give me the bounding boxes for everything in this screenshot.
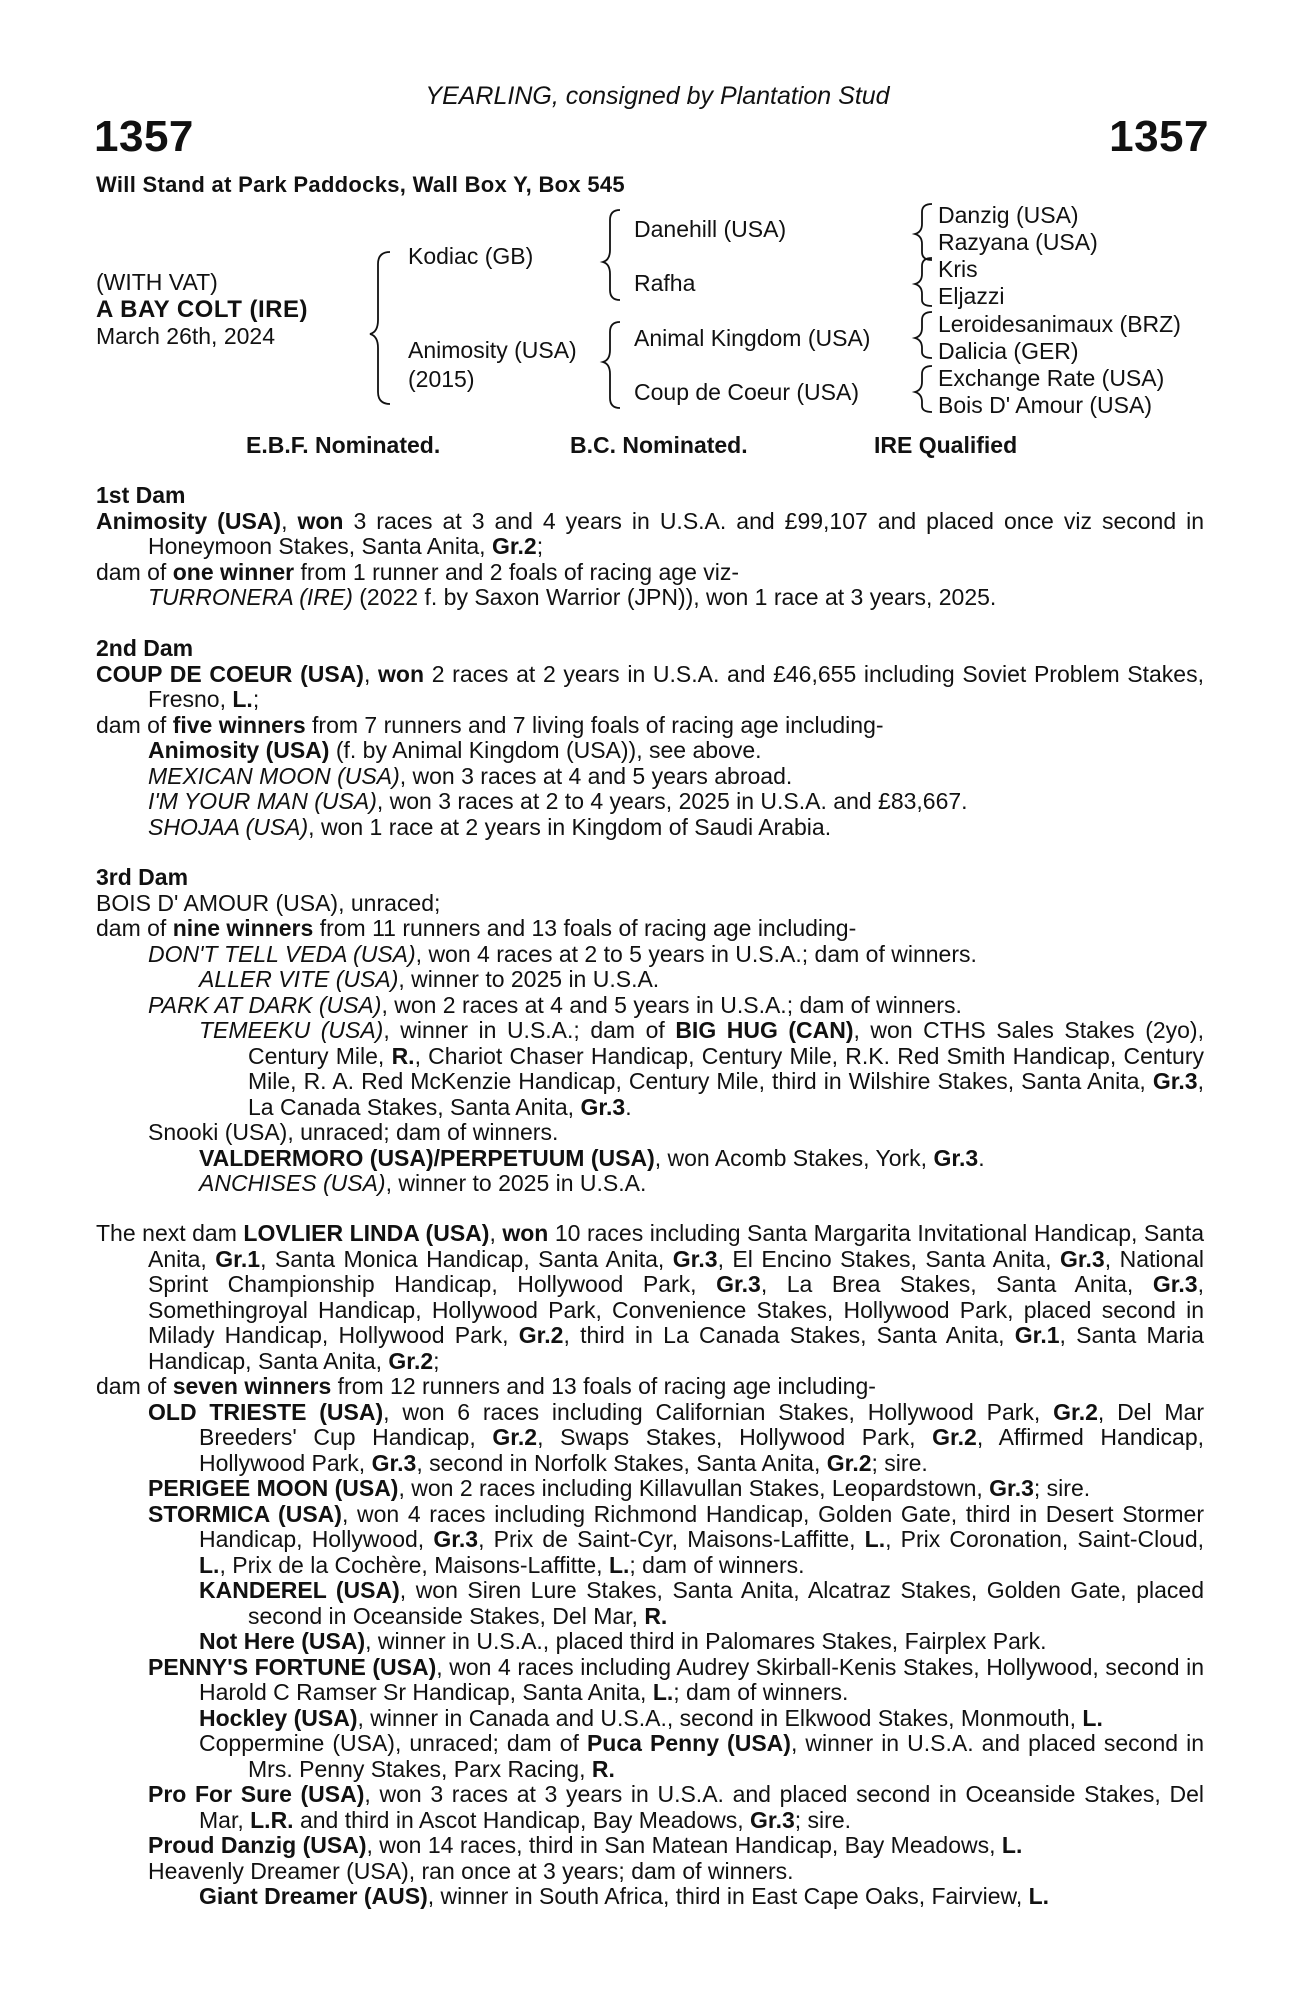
progeny-entry xyxy=(96,1146,1204,1172)
second-dam-record: COUP DE COEUR (USA), won 2 races at 2 years in U.S.A. and £46,655 including Soviet Problem Stakes, Fresno, L.; xyxy=(96,660,1204,712)
text-run: L. xyxy=(652,1679,674,1705)
punctuation: ; xyxy=(536,533,544,559)
text-run: , Santa Monica Handicap, Santa Anita, xyxy=(260,1245,673,1272)
text-run: , won 14 races, third in San Matean Handicap, Bay Meadows, xyxy=(366,1832,1002,1858)
animal-kingdom-brace xyxy=(915,312,932,358)
progeny-name: PARK AT DARK (USA) xyxy=(148,991,382,1018)
text: , La Canada Stakes, Santa Anita, xyxy=(248,1068,1204,1120)
text-run: , winner in South Africa, third in East Cape Oaks, Fairview, xyxy=(427,1883,1029,1909)
second-dam-produce xyxy=(96,713,1204,739)
race-record: 3 races at 3 and 4 years in U.S.A. and £99,107 and placed once viz second in Honeymoon Stakes, Santa Anita, xyxy=(148,507,1205,559)
text-run: L. xyxy=(864,1526,886,1552)
progeny-entry xyxy=(96,993,1204,1019)
text-run: , second in Norfolk Stakes, Santa Anita, xyxy=(416,1449,827,1476)
text-run: Hockley (USA) xyxy=(199,1704,358,1731)
progeny-name: Animosity (USA) xyxy=(148,737,330,763)
third-dam-heading: 3rd Dam xyxy=(96,864,189,890)
text: dam of xyxy=(96,711,173,738)
first-dam-produce xyxy=(96,560,1204,586)
text: , won Acomb Stakes, York, xyxy=(654,1144,934,1171)
progeny-entry xyxy=(96,942,1204,968)
text-run: , xyxy=(489,1220,503,1246)
text-run: Gr.3 xyxy=(371,1449,417,1476)
text-run: R. xyxy=(591,1755,615,1782)
progeny-entry xyxy=(96,1655,1204,1706)
grade: R. xyxy=(391,1042,415,1069)
second-dam-section xyxy=(96,636,1204,840)
progeny-entry xyxy=(96,967,1204,993)
text-run: The next dam xyxy=(96,1220,244,1246)
text-run: STORMICA (USA) xyxy=(148,1500,342,1527)
text-run: , Swaps Stakes, Hollywood Park, xyxy=(537,1424,933,1450)
text-run: L. xyxy=(608,1551,630,1578)
text-run: PERIGEE MOON (USA) xyxy=(148,1475,399,1501)
text-run: ; sire. xyxy=(1033,1475,1091,1501)
foaling-date: March 26th, 2024 xyxy=(96,323,276,349)
progeny-entry xyxy=(96,1731,1204,1782)
progeny-record: (2022 f. by Saxon Warrior (JPN)), won 1 race at 3 years, 2025. xyxy=(352,584,997,610)
text-run: Gr.2 xyxy=(1053,1398,1098,1425)
text-run: Gr.2 xyxy=(518,1322,564,1348)
progeny-record: , won 2 races at 4 and 5 years in U.S.A.; dam of winners. xyxy=(381,991,962,1018)
text: dam of xyxy=(96,558,173,585)
progeny-entry xyxy=(96,1782,1204,1833)
text-run: OLD TRIESTE (USA) xyxy=(148,1398,384,1425)
grade: L. xyxy=(232,686,253,712)
text-run: , Prix de la Cochère, Maisons-Laffitte, xyxy=(219,1551,609,1578)
text-run: , won 4 races including Audrey Skirball-Kenis Stakes, Hollywood, second in Harold C Ramser Sr Handicap, Santa Anita, xyxy=(199,1653,1204,1705)
text-run: from 12 runners and 13 foals of racing age including- xyxy=(331,1373,876,1399)
dam-year: (2015) xyxy=(408,366,475,392)
text-run: Gr.3 xyxy=(1059,1245,1105,1272)
progeny-name: BIG HUG (CAN) xyxy=(675,1017,854,1043)
progeny-entry xyxy=(96,764,1204,790)
third-dam-record: BOIS D' AMOUR (USA), unraced; xyxy=(96,889,441,916)
text: , won CTHS Sales Stakes (2yo), Century Mile, xyxy=(248,1017,1204,1069)
text-run: Proud Danzig (USA) xyxy=(148,1832,367,1858)
text-run: Gr.3 xyxy=(989,1475,1034,1501)
text-run: , winner in U.S.A. and placed second in Mrs. Penny Stakes, Parx Racing, xyxy=(248,1730,1205,1782)
sire-dam-name: Rafha xyxy=(634,270,696,296)
text-run: Gr.2 xyxy=(388,1347,434,1374)
race-record: 2 races at 2 years in U.S.A. and £46,655 including Soviet Problem Stakes, Fresno, xyxy=(148,660,1204,712)
text-run: Gr.2 xyxy=(492,1424,538,1450)
text-run: , winner in Canada and U.S.A., second in Elkwood Stakes, Monmouth, xyxy=(357,1704,1083,1731)
ancestor-3: Kris xyxy=(938,256,978,282)
ancestor-6: Dalicia (GER) xyxy=(938,338,1079,364)
text-run: , Prix Coronation, Saint-Cloud, xyxy=(885,1526,1205,1552)
text-run: Gr.3 xyxy=(433,1526,479,1552)
ire-qualified: IRE Qualified xyxy=(874,432,1018,458)
progeny-entry xyxy=(96,738,1204,764)
text-run: ; xyxy=(433,1347,440,1374)
ancestor-7: Exchange Rate (USA) xyxy=(938,365,1165,391)
text-run: , won 2 races including Killavullan Stakes, Leopardstown, xyxy=(398,1475,990,1501)
next-dam-record xyxy=(96,1221,1204,1374)
text-run: Gr.2 xyxy=(826,1449,872,1476)
text-run: Puca Penny (USA) xyxy=(586,1730,791,1756)
progeny-entry xyxy=(96,1502,1204,1579)
text-run: ; sire. xyxy=(871,1449,928,1476)
text-run: , won 4 races including Richmond Handicap, Golden Gate, third in Desert Stormer Handicap, Hollywood, xyxy=(199,1500,1204,1552)
text-run: PENNY'S FORTUNE (USA) xyxy=(148,1653,437,1680)
progeny-entry xyxy=(96,1171,1204,1197)
progeny-entry xyxy=(96,1706,1204,1732)
next-dam-section xyxy=(96,1221,1204,1910)
text-run: , El Encino Stakes, Santa Anita, xyxy=(717,1245,1060,1272)
text-run: Gr.3 xyxy=(1152,1271,1198,1297)
text-run: R. xyxy=(644,1602,668,1629)
progeny-record: , won 3 races at 4 and 5 years abroad. xyxy=(399,762,793,789)
progeny-entry: Snooki (USA), unraced; dam of winners. xyxy=(148,1119,559,1145)
first-dam-heading: 1st Dam xyxy=(96,482,186,508)
second-dam-heading: 2nd Dam xyxy=(96,635,194,661)
progeny-name: TEMEEKU (USA) xyxy=(199,1017,384,1043)
progeny-entry xyxy=(96,1833,1204,1859)
progeny-record: , won 4 races at 2 to 5 years in U.S.A.; dam of winners. xyxy=(415,940,977,967)
winner-count: nine winners xyxy=(172,915,314,941)
text-run: , Prix de Saint-Cyr, Maisons-Laffitte, xyxy=(478,1526,865,1552)
text-run: ; dam of winners. xyxy=(673,1679,849,1705)
text: . xyxy=(625,1093,632,1120)
progeny-name: ALLER VITE (USA) xyxy=(199,966,399,992)
text-run: and third in Ascot Handicap, Bay Meadows, xyxy=(293,1806,750,1833)
progeny-name: I'M YOUR MAN (USA) xyxy=(148,788,377,814)
text-run: seven winners xyxy=(172,1373,332,1399)
text-run: , won 3 races at 3 years in U.S.A. and placed second in Oceanside Stakes, Del Mar, xyxy=(199,1781,1204,1833)
text: . xyxy=(978,1144,985,1171)
ancestor-4: Eljazzi xyxy=(938,283,1005,309)
text-run: KANDEREL (USA) xyxy=(199,1577,400,1603)
progeny-record: , winner to 2025 in U.S.A. xyxy=(398,966,660,992)
ancestor-8: Bois D' Amour (USA) xyxy=(938,392,1152,418)
grade: Gr.3 xyxy=(580,1093,626,1120)
text-run: , Somethingroyal Handicap, Hollywood Park, Convenience Stakes, Hollywood Park, placed second in Milady Handicap, Hollywood Park, xyxy=(148,1271,1204,1348)
text-run: , La Brea Stakes, Santa Anita, xyxy=(760,1271,1153,1297)
progeny-entry xyxy=(96,1629,1204,1655)
text-run: Not Here (USA) xyxy=(199,1628,366,1654)
bc-nominated: B.C. Nominated. xyxy=(570,432,748,458)
text-run: , National Sprint Championship Handicap, Hollywood Park, xyxy=(148,1245,1204,1297)
progeny-entry xyxy=(96,585,1204,611)
first-dam-record: Animosity (USA), won 3 races at 3 and 4 years in U.S.A. and £99,107 and placed once viz second in Honeymoon Stakes, Santa Anita, Gr.2; xyxy=(96,507,1205,559)
progeny-record: , won 1 race at 2 years in Kingdom of Saudi Arabia. xyxy=(308,813,832,840)
dam-brace xyxy=(603,322,620,408)
danehill-brace xyxy=(915,204,932,260)
sire-sire-name: Danehill (USA) xyxy=(634,216,787,242)
text: from 7 runners and 7 living foals of racing age including- xyxy=(305,711,884,738)
sire-name: Kodiac (GB) xyxy=(408,243,534,269)
text-run: , Affirmed Handicap, Hollywood Park, xyxy=(199,1424,1204,1476)
grade: Gr.3 xyxy=(1152,1068,1198,1094)
dam-name: Animosity (USA) xyxy=(408,337,577,363)
coup-de-coeur-brace xyxy=(915,366,932,412)
won-label: won xyxy=(378,660,425,687)
text-run: Pro For Sure (USA) xyxy=(148,1781,365,1807)
dam-sire-name: Animal Kingdom (USA) xyxy=(634,325,871,351)
text-run: Gr.3 xyxy=(716,1271,761,1297)
progeny-entry: Heavenly Dreamer (USA), ran once at 3 years; dam of winners. xyxy=(148,1857,794,1884)
rafha-brace xyxy=(915,258,932,306)
dam-dam-name: Coup de Coeur (USA) xyxy=(634,379,859,405)
dam-name: COUP DE COEUR (USA) xyxy=(96,660,364,687)
text: , Chariot Chaser Handicap, Century Mile, R.K. Red Smith Handicap, Century Mile, R. A. Red McKenzie Handicap, Century Mile, third in Wilshire Stakes, Santa Anita, xyxy=(248,1042,1205,1094)
progeny-entry xyxy=(96,815,1204,841)
stand-location: Will Stand at Park Paddocks, Wall Box Y, Box 545 xyxy=(96,172,625,197)
lot-number-left: 1357 xyxy=(94,112,194,161)
lot-number-right: 1357 xyxy=(1109,112,1209,161)
third-dam-produce xyxy=(96,916,1204,942)
progeny-entry xyxy=(96,789,1204,815)
text: from 11 runners and 13 foals of racing age including- xyxy=(313,915,857,941)
progeny-entry xyxy=(96,1400,1204,1477)
text-run: L. xyxy=(1082,1704,1103,1731)
text: , winner in U.S.A.; dam of xyxy=(383,1017,676,1043)
grade: Gr.3 xyxy=(933,1144,979,1171)
progeny-name: MEXICAN MOON (USA) xyxy=(148,762,400,789)
dam-name: Animosity (USA) xyxy=(96,507,282,534)
text-run: L. xyxy=(199,1551,220,1578)
ancestor-2: Razyana (USA) xyxy=(938,229,1098,255)
catalogue-subtitle: YEARLING, consigned by Plantation Stud xyxy=(425,82,890,110)
progeny-name: DON'T TELL VEDA (USA) xyxy=(148,940,416,967)
first-dam-section xyxy=(96,483,1204,611)
progeny-record: , won 3 races at 2 to 4 years, 2025 in U.S.A. and £83,667. xyxy=(376,788,968,814)
won-label: won xyxy=(297,507,344,534)
ebf-nominated: E.B.F. Nominated. xyxy=(246,432,441,458)
progeny-entry xyxy=(96,1476,1204,1502)
sire-brace xyxy=(603,210,620,300)
text-run: Giant Dreamer (AUS) xyxy=(199,1883,428,1909)
progeny-entry xyxy=(96,1018,1204,1120)
winner-count: one winner xyxy=(172,558,295,585)
text-run: , third in La Canada Stakes, Santa Anita, xyxy=(563,1322,1015,1348)
vat-note: (WITH VAT) xyxy=(96,269,218,295)
ancestor-5: Leroidesanimaux (BRZ) xyxy=(938,311,1181,337)
text-run: 10 races including Santa Margarita Invitational Handicap, Santa Anita, xyxy=(148,1220,1205,1272)
text-run: , won 6 races including Californian Stakes, Hollywood Park, xyxy=(383,1398,1054,1425)
text-run: ; dam of winners. xyxy=(629,1551,805,1578)
ancestor-1: Danzig (USA) xyxy=(938,202,1079,228)
text-run: dam of xyxy=(96,1373,173,1399)
progeny-record: , winner to 2025 in U.S.A. xyxy=(385,1170,647,1196)
progeny-entry xyxy=(96,1884,1204,1910)
subject-brace xyxy=(370,252,390,404)
progeny-record: (f. by Animal Kingdom (USA)), see above. xyxy=(329,737,762,763)
text-run: L.R. xyxy=(250,1806,294,1833)
progeny-name: SHOJAA (USA) xyxy=(148,813,309,840)
text-run: Gr.3 xyxy=(750,1806,795,1833)
text: from 1 runner and 2 foals of racing age viz- xyxy=(294,558,740,585)
text-run: L. xyxy=(1001,1832,1023,1858)
text-run: Gr.3 xyxy=(672,1245,718,1272)
text-run: ; sire. xyxy=(794,1806,851,1833)
text-run: Coppermine (USA), unraced; dam of xyxy=(199,1730,587,1756)
text-run: LOVLIER LINDA (USA) xyxy=(243,1220,490,1246)
next-dam-produce xyxy=(96,1374,1204,1400)
grade: Gr.2 xyxy=(491,533,537,559)
lot-title: A BAY COLT (IRE) xyxy=(96,296,309,323)
text-run: Gr.1 xyxy=(1014,1322,1060,1348)
progeny-name: TURRONERA (IRE) xyxy=(148,584,353,610)
winner-count: five winners xyxy=(172,711,306,738)
punctuation: ; xyxy=(252,686,260,712)
text-run: Gr.1 xyxy=(215,1245,261,1272)
third-dam-section xyxy=(96,865,1204,1197)
progeny-name: VALDERMORO (USA)/PERPETUUM (USA) xyxy=(199,1144,655,1171)
text-run: , Del Mar Breeders' Cup Handicap, xyxy=(199,1398,1204,1450)
progeny-entry xyxy=(96,1578,1204,1629)
text-run: Gr.2 xyxy=(932,1424,977,1450)
text-run: , won Siren Lure Stakes, Santa Anita, Alcatraz Stakes, Golden Gate, placed second in Oceanside Stakes, Del Mar, xyxy=(248,1577,1204,1629)
text: dam of xyxy=(96,915,173,941)
text-run: L. xyxy=(1028,1883,1050,1909)
text-run: , winner in U.S.A., placed third in Palomares Stakes, Fairplex Park. xyxy=(365,1628,1047,1654)
text-run: won xyxy=(502,1220,549,1246)
text-run: , Santa Maria Handicap, Santa Anita, xyxy=(148,1322,1204,1374)
progeny-name: ANCHISES (USA) xyxy=(199,1170,386,1196)
